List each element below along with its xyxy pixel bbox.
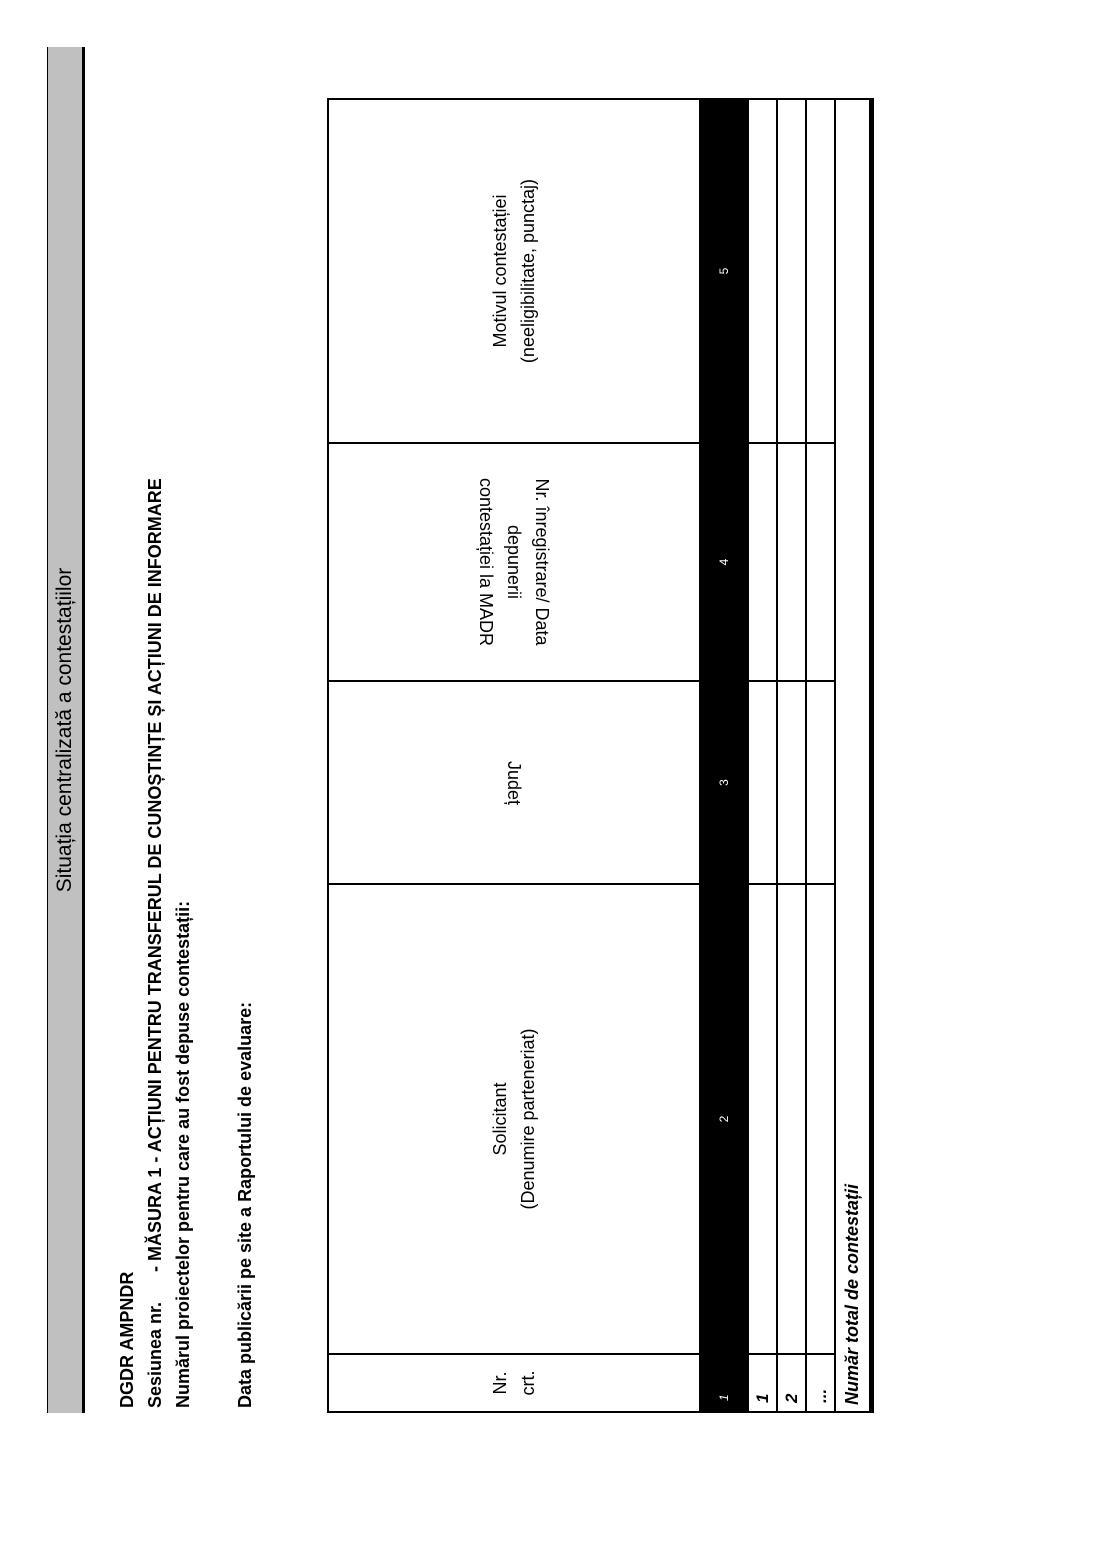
session-line — [145, 478, 166, 1408]
total-label: Număr total de contestații — [835, 99, 871, 1412]
table-header-row — [328, 99, 700, 1412]
header-nr-crt: Nr. crt. — [328, 1354, 700, 1412]
cell — [748, 884, 777, 1354]
table-row — [748, 99, 777, 1412]
contestations-table — [327, 98, 874, 1413]
row-number: 1 — [748, 1354, 777, 1412]
cell — [806, 681, 835, 884]
column-number: 2 — [700, 884, 748, 1354]
cell — [748, 681, 777, 884]
cell — [777, 443, 806, 681]
header-motiv: Motivul contestației (neeligibilitate, punctaj) — [328, 99, 700, 443]
cell — [777, 681, 806, 884]
document-title — [47, 47, 85, 1413]
cell — [806, 884, 835, 1354]
column-number: 1 — [700, 1354, 748, 1412]
row-number: 2 — [777, 1354, 806, 1412]
row-number: ... — [806, 1354, 835, 1412]
cell — [777, 884, 806, 1354]
header-judet: Județ — [328, 681, 700, 884]
cell — [748, 443, 777, 681]
column-number: 5 — [700, 99, 748, 443]
org-line: DGDR AMPNDR — [117, 1271, 137, 1408]
session-measure: - MĂSURA 1 - ACȚIUNI PENTRU TRANSFERUL DE CUNOȘTINȚE ȘI ACȚIUNI DE INFORMARE — [145, 478, 165, 1272]
column-number-row — [700, 99, 748, 1412]
header-inregistrare: Nr. înregistrare/ Data depunerii contestației la MADR — [328, 443, 700, 681]
column-number: 3 — [700, 681, 748, 884]
table-row — [806, 99, 835, 1412]
column-number: 4 — [700, 443, 748, 681]
total-row — [835, 99, 871, 1412]
title-text: Situația centralizată a contestațiilor — [53, 567, 76, 893]
cell — [777, 99, 806, 443]
table-row — [777, 99, 806, 1412]
header-solicitant: Solicitant (Denumire parteneriat) — [328, 884, 700, 1354]
publication-date-line: Data publicării pe site a Raportului de evaluare: — [235, 1001, 255, 1408]
cell — [806, 443, 835, 681]
session-label: Sesiunea nr. — [145, 1301, 165, 1408]
cell — [806, 99, 835, 443]
cell — [748, 99, 777, 443]
projects-count-line: Numărul proiectelor pentru care au fost depuse contestații: — [173, 900, 193, 1408]
